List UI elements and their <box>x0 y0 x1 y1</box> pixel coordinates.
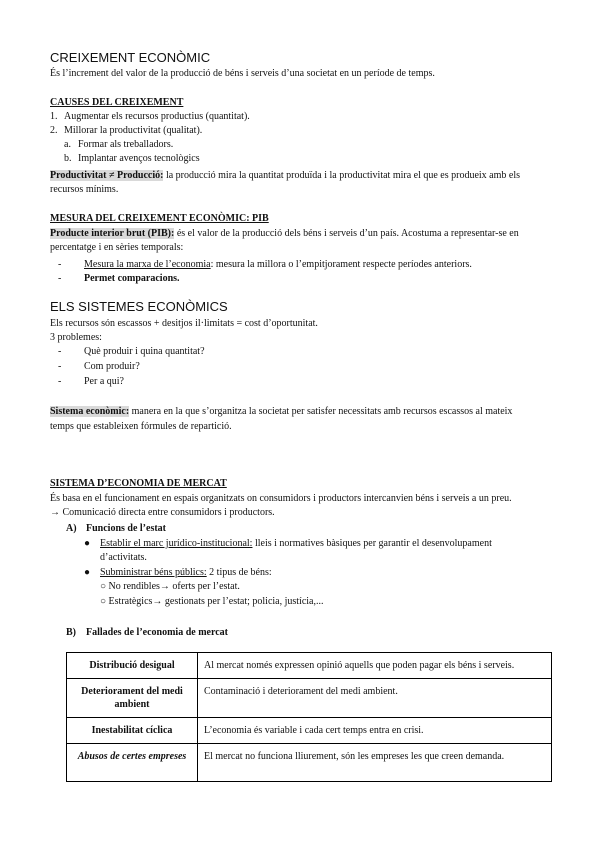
subsection-title: Fallades de l’economia de mercat <box>86 627 229 638</box>
subsection-letter: B) <box>66 627 76 638</box>
sublist-item: ○ No rendibles→ oferts per l’estat. <box>100 581 240 592</box>
underlined-term: Subministrar béns públics: <box>100 567 207 578</box>
sublist-item: ○ Estratègics→ gestionats per l’estat; policia, justícia,... <box>100 596 324 607</box>
dash-bullet: - <box>58 376 62 387</box>
list-letter: a. <box>64 139 71 150</box>
table-cell-value: L’economia és variable i cada cert temps entra en crisi. <box>198 718 552 744</box>
list-text: Permet comparacions. <box>84 273 180 284</box>
list-text: Per a qui? <box>84 376 124 387</box>
list-item-cont: d’activitats. <box>100 552 147 563</box>
table-cell-key: Distribució desigual <box>67 653 198 679</box>
dash-bullet: - <box>58 361 62 372</box>
dash-bullet: - <box>58 346 62 357</box>
pib-text: és el valor de la producció dels béns i serveis d’un país. Acostuma a representar-se en <box>174 228 519 239</box>
list-item <box>84 566 272 579</box>
section-title-sistemes: ELS SISTEMES ECONÒMICS <box>50 299 228 314</box>
subsection-letter: A) <box>66 523 77 534</box>
list-text: Millorar la productivitat (qualitat). <box>64 125 203 136</box>
sistema-economic-definition <box>50 405 512 418</box>
highlighted-term: Sistema econòmic: <box>50 406 130 417</box>
note-productivitat <box>50 169 520 182</box>
list-text: Implantar avenços tecnològics <box>78 153 200 164</box>
table-cell-value: Contaminació i deteriorament del medi ambient. <box>198 679 552 718</box>
section-title-pib: MESURA DEL CREIXEMENT ECONÒMIC: PIB <box>50 213 269 224</box>
sistemes-line: 3 problemes: <box>50 332 102 343</box>
sublist-item <box>64 152 200 165</box>
table-row <box>67 744 552 782</box>
list-item <box>58 258 472 271</box>
sistemes-line: Els recursos són escassos + desitjos il·limitats = cost d’oportunitat. <box>50 318 318 329</box>
table-row <box>67 653 552 679</box>
list-text: Formar als treballadors. <box>78 139 174 150</box>
table-cell-key: Abusos de certes empreses <box>67 744 198 782</box>
list-number: 2. <box>50 125 58 136</box>
list-number: 1. <box>50 111 58 122</box>
list-item <box>50 124 202 137</box>
table-cell-key: Inestabilitat cíclica <box>67 718 198 744</box>
dash-bullet: - <box>58 273 62 284</box>
table-cell-value: Al mercat només expressen opinió aquells que poden pagar els béns i serveis. <box>198 653 552 679</box>
pib-definition <box>50 227 519 240</box>
section-title-mercat: SISTEMA D’ECONOMIA DE MERCAT <box>50 478 227 489</box>
mercat-line: És basa en el funcionament en espais organitzats on consumidors i productors intercanvien béns i serveis a un preu. <box>50 493 512 504</box>
definition-creixement: És l’increment del valor de la producció de béns i serveis d’una societat en un període de temps. <box>50 68 435 79</box>
table-row <box>67 718 552 744</box>
table-cell-key: Deteriorament del medi ambient <box>67 679 198 718</box>
sublist-item <box>64 138 173 151</box>
list-text: Augmentar els recursos productius (quantitat). <box>64 111 250 122</box>
table-row <box>67 679 552 718</box>
subsection-title: Funcions de l’estat <box>86 523 166 534</box>
subsection-b <box>66 626 228 639</box>
pib-definition-cont: percentatge i en sèries temporals: <box>50 242 184 253</box>
list-text: : mesura la millora o l’empitjorament respecte períodes anteriors. <box>210 259 472 270</box>
list-item <box>58 360 140 373</box>
section-title-creixement: CREIXEMENT ECONÒMIC <box>50 50 211 65</box>
list-item <box>84 537 492 550</box>
note-text: la producció mira la quantitat produïda i la productivitat mira el que es produeix amb els <box>163 170 520 181</box>
list-text: 2 tipus de béns: <box>206 567 272 578</box>
list-item <box>58 272 180 285</box>
bullet-icon: ● <box>84 567 91 578</box>
list-text: Com produir? <box>84 361 140 372</box>
sistema-economic-definition-cont: temps que estableixen fórmules de repartició. <box>50 421 232 432</box>
list-item <box>58 345 205 358</box>
list-text: Què produir i quina quantitat? <box>84 346 205 357</box>
table-cell-value: El mercat no funciona lliurement, són les empreses les que creen demanda. <box>198 744 552 782</box>
highlighted-term: Productivitat ≠ Producció: <box>50 170 164 181</box>
list-text: lleis i normatives bàsiques per garantir el desenvolupament <box>252 538 492 549</box>
list-letter: b. <box>64 153 72 164</box>
fallades-table <box>66 652 552 782</box>
section-title-causes: CAUSES DEL CREIXEMENT <box>50 97 184 108</box>
bullet-icon: ● <box>84 538 91 549</box>
highlighted-term: Producte interior brut (PIB): <box>50 228 175 239</box>
underlined-term: Mesura la marxa de l’economia <box>84 259 211 270</box>
underlined-term: Establir el marc jurídico-institucional: <box>100 538 253 549</box>
def-text: manera en la que s’organitza la societat per satisfer necessitats amb recursos escassos al mateix <box>129 406 513 417</box>
mercat-line: → Comunicació directa entre consumidors i productors. <box>50 507 275 518</box>
subsection-a <box>66 522 166 535</box>
dash-bullet: - <box>58 259 62 270</box>
note-productivitat-cont: recursos mínims. <box>50 184 119 195</box>
list-item <box>58 375 124 388</box>
list-item <box>50 110 250 123</box>
